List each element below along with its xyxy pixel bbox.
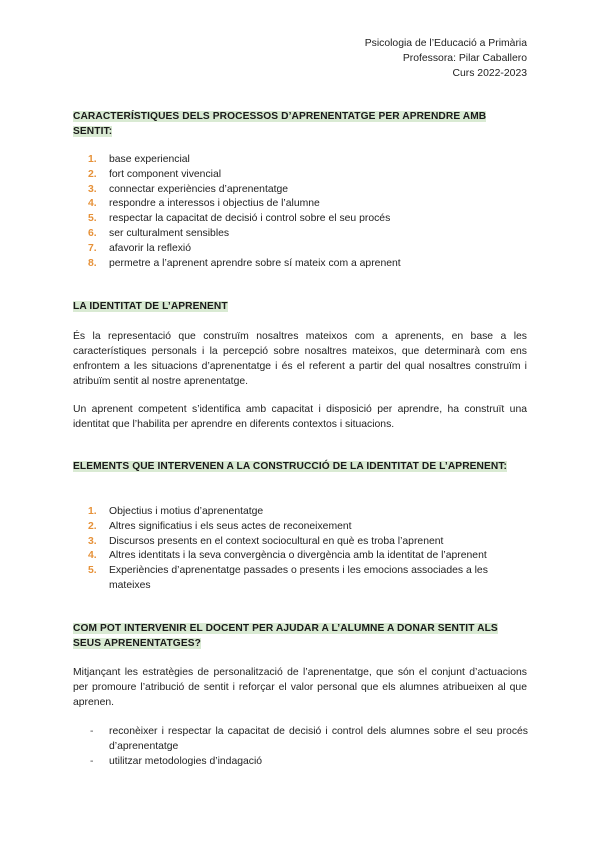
list-item-text: base experiencial [109,154,190,165]
identity-definition-paragraph: És la representació que construïm nosaltres mateixos com a aprenents, en base a les característiques personals i la percepció sobre nosaltres mateixos, que determinarà com ens enfrontem a les situacions d’aprenentatge i és el referent a partir del qual nosaltres construïm i atribuïm sentit al nostre aprenentatge. [73,331,527,387]
list-item [88,183,401,198]
list-number: 1. [88,154,97,165]
section-title-teacher [73,622,513,651]
list-item [88,535,528,550]
list-item-text: Altres significatius i els seus actes de reconeixement [109,520,352,532]
list-item [88,212,401,227]
list-item [88,754,528,769]
list-item-text: connectar experiències d’aprenentatge [109,183,289,195]
section-title-identity [73,300,513,315]
dash-bullet: - [90,726,94,737]
competent-learner-paragraph: Un aprenent competent s’identifica amb capacitat i disposició per aprendre, ha construït una identitat que l’habilita per aprendre en diferents contextos i situacions. [73,404,527,430]
list-item-text: permetre a l’aprenent aprendre sobre sí mateix com a aprenent [109,257,401,269]
list-number: 3. [88,535,97,547]
dash-bullet: - [90,756,94,767]
list-item [88,257,401,272]
strategies-list [88,724,528,769]
list-number: 7. [88,242,97,254]
list-item-text: Discursos presents en el context sociocultural en què es troba l’aprenent [109,535,444,547]
header-year: Curs 2022-2023 [452,68,527,79]
list-number: 5. [88,213,97,225]
list-number: 4. [88,198,97,210]
section-title-text: LA IDENTITAT DE L’APRENENT [73,301,228,312]
list-item-text: ser culturalment sensibles [109,227,230,239]
list-item [88,242,401,257]
list-number: 6. [88,227,97,239]
elements-list [88,505,528,594]
list-item-text: respondre a interessos i objectius de l’alumne [109,198,320,210]
header-teacher: Professora: Pilar Caballero [402,53,527,64]
list-number: 2. [88,168,97,180]
list-item-text: reconèixer i respectar la capacitat de decisió i control dels alumnes sobre el seu procés d’aprenentatge [109,726,528,752]
list-item-text: Objectius i motius d’aprenentatge [109,506,264,517]
list-item [88,549,528,564]
list-item [88,227,401,242]
list-number: 5. [88,565,97,577]
list-item [88,564,528,594]
list-item [88,724,528,754]
list-item-text: Experiències d’aprenentatge passades o presents i les emocions associades a les mateixes [109,565,488,591]
list-item [88,168,401,183]
document-header [365,36,527,81]
list-item [88,505,528,520]
section-title-text: COM POT INTERVENIR EL DOCENT PER AJUDAR A L’ALUMNE A DONAR SENTIT ALS SEUS APRENENTATGES? [73,623,498,649]
list-number: 8. [88,257,97,269]
list-number: 2. [88,520,97,532]
list-item-text: Altres identitats i la seva convergència o divergència amb la identitat de l’aprenent [109,550,487,562]
list-item [88,197,401,212]
list-item [88,153,401,168]
list-number: 3. [88,183,97,195]
section-title-elements [73,460,513,475]
characteristics-list [88,153,401,271]
list-number: 1. [88,506,97,517]
list-item-text: afavorir la reflexió [109,242,192,254]
list-item-text: respectar la capacitat de decisió i control sobre el seu procés [109,213,391,225]
list-item [88,520,528,535]
header-course: Psicologia de l’Educació a Primària [364,38,527,49]
section-title-text: ELEMENTS QUE INTERVENEN A LA CONSTRUCCIÓ DE LA IDENTITAT DE L’APRENENT: [73,461,508,472]
section-title-characteristics [73,110,513,139]
list-number: 4. [88,550,97,562]
list-item-text: fort component vivencial [109,168,222,180]
personalization-paragraph: Mitjançant les estratègies de personalització de l’aprenentatge, que són el conjunt d’actuacions per promoure l’atribució de sentit i reforçar el valor personal que els alumnes atribueixen al que aprenen. [73,667,527,708]
section-title-text: CARACTERÍSTIQUES DELS PROCESSOS D’APRENENTATGE PER APRENDRE AMB SENTIT: [73,111,487,137]
list-item-text: utilitzar metodologies d’indagació [109,756,263,767]
